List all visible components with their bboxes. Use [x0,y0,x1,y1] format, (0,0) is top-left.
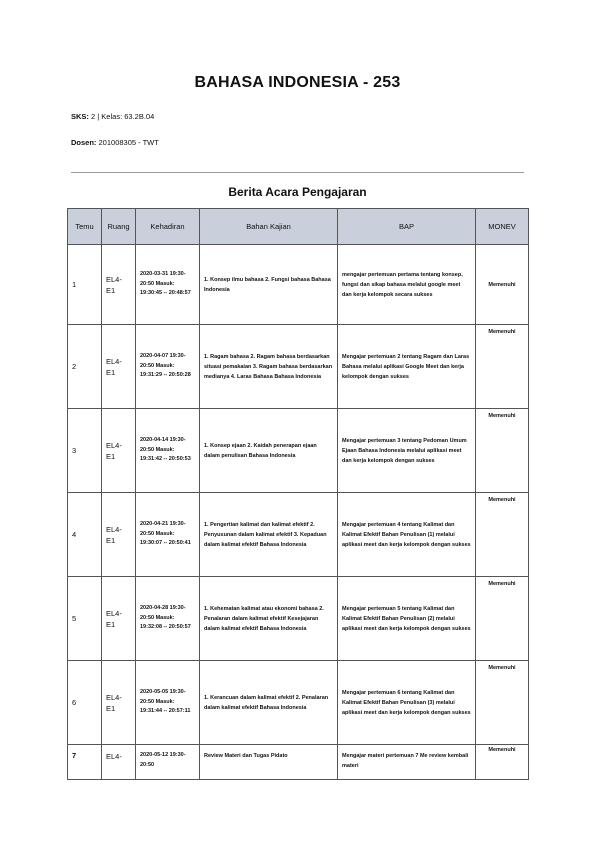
cell-bap: Mengajar pertemuan 5 tentang Kalimat dan Kalimat Efektif Bahan Penulisan (2) melalui aplikasi meet dan kerja kelompok dengan sukses [338,577,476,661]
cell-temu: 2 [68,325,102,409]
cell-monev: Memenuhi [476,661,529,745]
table-header-row [68,209,529,245]
cell-monev: Memenuhi [476,493,529,577]
column-header-ruang: Ruang [102,209,136,245]
cell-ruang: EL4- [102,745,136,780]
cell-monev: Memenuhi [476,745,529,780]
dosen-label: Dosen: [71,138,97,147]
cell-monev: Memenuhi [476,325,529,409]
table-row [68,577,529,661]
cell-bahan-kajian: 1. Konsep ejaan 2. Kaidah penerapan ejaan dalam penulisan Bahasa Indonesia [200,409,338,493]
sks-line [71,112,154,121]
cell-bahan-kajian: 1. Ragam bahasa 2. Ragam bahasa berdasarkan situasi pemakaian 3. Ragam bahasa berdasarkan medianya 4. Laras Bahasa Bahasa Indonesia [200,325,338,409]
column-header-bap: BAP [338,209,476,245]
cell-kehadiran: 2020-04-21 19:30-20:50 Masuk: 19:30:07 -- 20:50:41 [136,493,200,577]
table-row [68,661,529,745]
cell-bahan-kajian: 1. Kerancuan dalam kalimat efektif 2. Penalaran dalam kalimat efektif Bahasa Indonesia [200,661,338,745]
table-row [68,745,529,780]
table-row [68,245,529,325]
cell-bap: Mengajar pertemuan 6 tentang Kalimat dan Kalimat Efektif Bahan Penulisan (3) melalui aplikasi meet dan kerja kelompok dengan sukses [338,661,476,745]
cell-kehadiran: 2020-03-31 19:30-20:50 Masuk: 19:30:45 -- 20:48:57 [136,245,200,325]
table-row [68,325,529,409]
table-row [68,493,529,577]
cell-temu: 4 [68,493,102,577]
column-header-temu: Temu [68,209,102,245]
cell-temu: 6 [68,661,102,745]
sks-label: SKS: [71,112,89,121]
cell-ruang: EL4-E1 [102,661,136,745]
cell-temu: 3 [68,409,102,493]
bap-table [67,208,529,780]
cell-kehadiran: 2020-05-12 19:30-20:50 [136,745,200,780]
cell-bap: Mengajar materi pertemuan 7 Me review kembali materi [338,745,476,780]
dosen-line [71,138,159,147]
column-header-bahan-kajian: Bahan Kajian [200,209,338,245]
sks-value: 2 | Kelas: 63.2B.04 [91,112,155,121]
divider [71,172,524,173]
cell-bap: Mengajar pertemuan 3 tentang Pedoman Umum Ejaan Bahasa Indonesia melalui aplikasi meet dan kerja kelompok dengan sukses [338,409,476,493]
cell-monev: Memenuhi [476,577,529,661]
cell-bahan-kajian: 1. Kehematan kalimat atau ekonomi bahasa 2. Penalaran dalam kalimat efektif Kesejajaran dalam kalimat efektif Bahasa Indonesia [200,577,338,661]
page-title: BAHASA INDONESIA - 253 [194,74,401,91]
cell-bap: Mengajar pertemuan 2 tentang Ragam dan Laras Bahasa melalui aplikasi Google Meet dan kerja kelompok dengan sukses [338,325,476,409]
cell-bahan-kajian: 1. Pengertian kalimat dan kalimat efektif 2. Penyusunan dalam kalimat efektif 3. Kepaduan dalam kalimat efektif Bahasa Indonesia [200,493,338,577]
cell-ruang: EL4-E1 [102,409,136,493]
cell-kehadiran: 2020-05-05 19:30-20:50 Masuk: 19:31:44 -- 20:57:11 [136,661,200,745]
cell-bahan-kajian: 1. Konsep ilmu bahasa 2. Fungsi bahasa Bahasa Indonesia [200,245,338,325]
cell-temu: 5 [68,577,102,661]
cell-kehadiran: 2020-04-14 19:30-20:50 Masuk: 19:31:42 -- 20:50:53 [136,409,200,493]
cell-kehadiran: 2020-04-07 19:30-20:50 Masuk: 19:31:29 -- 20:50:28 [136,325,200,409]
cell-ruang: EL4-E1 [102,245,136,325]
cell-bap: Mengajar pertemuan 4 tentang Kalimat dan Kalimat Efektif Bahan Penulisan (1) melalui aplikasi meet dan kerja kelompok dengan sukses [338,493,476,577]
table-row [68,409,529,493]
cell-bahan-kajian: Review Materi dan Tugas Pidato [200,745,338,780]
section-title: Berita Acara Pengajaran [228,185,367,199]
cell-monev: Memenuhi [476,409,529,493]
cell-ruang: EL4-E1 [102,325,136,409]
cell-ruang: EL4-E1 [102,577,136,661]
column-header-monev: MONEV [476,209,529,245]
column-header-kehadiran: Kehadiran [136,209,200,245]
cell-monev: Memenuhi [476,245,529,325]
cell-temu: 1 [68,245,102,325]
cell-bap: mengajar pertemuan pertama tentang konsep, fungsi dan sikap bahasa melalui google meet dan kerja kelompok secara sukses [338,245,476,325]
dosen-value: 201008305 - TWT [98,138,159,147]
cell-ruang: EL4-E1 [102,493,136,577]
cell-kehadiran: 2020-04-28 19:30-20:50 Masuk: 19:32:08 -- 20:50:57 [136,577,200,661]
cell-temu: 7 [68,745,102,780]
